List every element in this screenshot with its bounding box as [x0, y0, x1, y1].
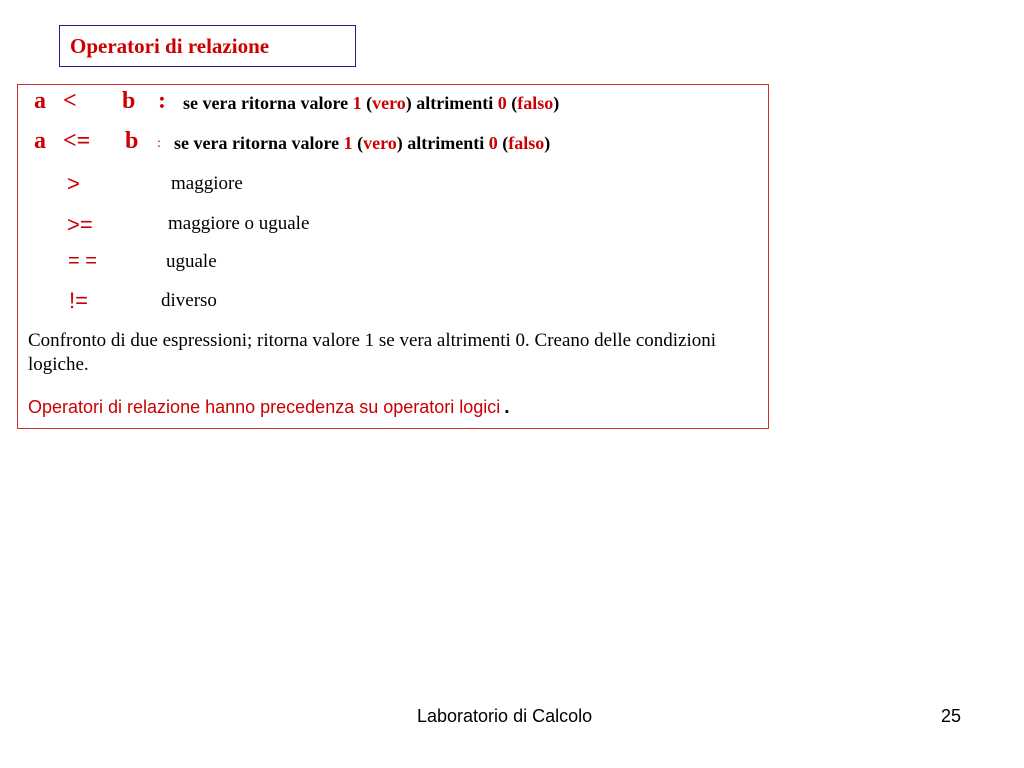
explanation-paragraph: Confronto di due espressioni; ritorna valore 1 se vera altrimenti 0. Creano delle condizioni logiche. — [28, 330, 717, 375]
desc-text-middle: altrimenti — [416, 93, 494, 113]
content-box — [17, 84, 769, 429]
operator-symbol: > — [67, 171, 80, 196]
paren-open: ( — [502, 133, 509, 153]
paren-close: ) — [405, 93, 412, 113]
paren-close: ) — [544, 133, 551, 153]
right-operand: b — [122, 88, 136, 114]
true-value: 1 — [343, 133, 353, 153]
slide-title-box — [59, 25, 356, 67]
operator-symbol: != — [69, 288, 88, 313]
operator-symbol: = = — [68, 250, 97, 272]
paren-open: ( — [366, 93, 373, 113]
operator-symbol: < — [63, 88, 77, 114]
false-word: falso — [508, 133, 545, 153]
desc-text-before: se vera ritorna valore — [174, 133, 340, 153]
true-word: vero — [372, 93, 406, 113]
operator-description: maggiore — [171, 173, 243, 194]
colon: : — [158, 88, 166, 114]
operator-description — [174, 133, 550, 154]
precedence-note-period: . — [504, 397, 510, 418]
false-word: falso — [517, 93, 554, 113]
true-word: vero — [363, 133, 397, 153]
paren-open: ( — [357, 133, 364, 153]
paren-open: ( — [511, 93, 518, 113]
paren-close: ) — [553, 93, 560, 113]
operator-description: diverso — [161, 290, 217, 311]
operator-description: maggiore o uguale — [168, 213, 310, 234]
right-operand: b — [125, 128, 139, 154]
operator-symbol: >= — [67, 212, 93, 237]
precedence-note-text: Operatori di relazione hanno precedenza su operatori logici — [28, 397, 501, 417]
left-operand: a — [34, 88, 46, 114]
colon: : — [157, 136, 161, 151]
left-operand: a — [34, 128, 46, 154]
false-value: 0 — [497, 93, 507, 113]
precedence-note — [28, 397, 510, 419]
operator-description: uguale — [166, 251, 217, 272]
slide-title: Operatori di relazione — [70, 34, 270, 58]
desc-text-before: se vera ritorna valore — [183, 93, 349, 113]
false-value: 0 — [488, 133, 498, 153]
operator-description — [183, 93, 559, 114]
footer-course: Laboratorio di Calcolo — [417, 706, 593, 726]
true-value: 1 — [352, 93, 362, 113]
operator-symbol: <= — [63, 128, 91, 154]
page-number: 25 — [941, 706, 962, 726]
paren-close: ) — [396, 133, 403, 153]
desc-text-middle: altrimenti — [407, 133, 485, 153]
